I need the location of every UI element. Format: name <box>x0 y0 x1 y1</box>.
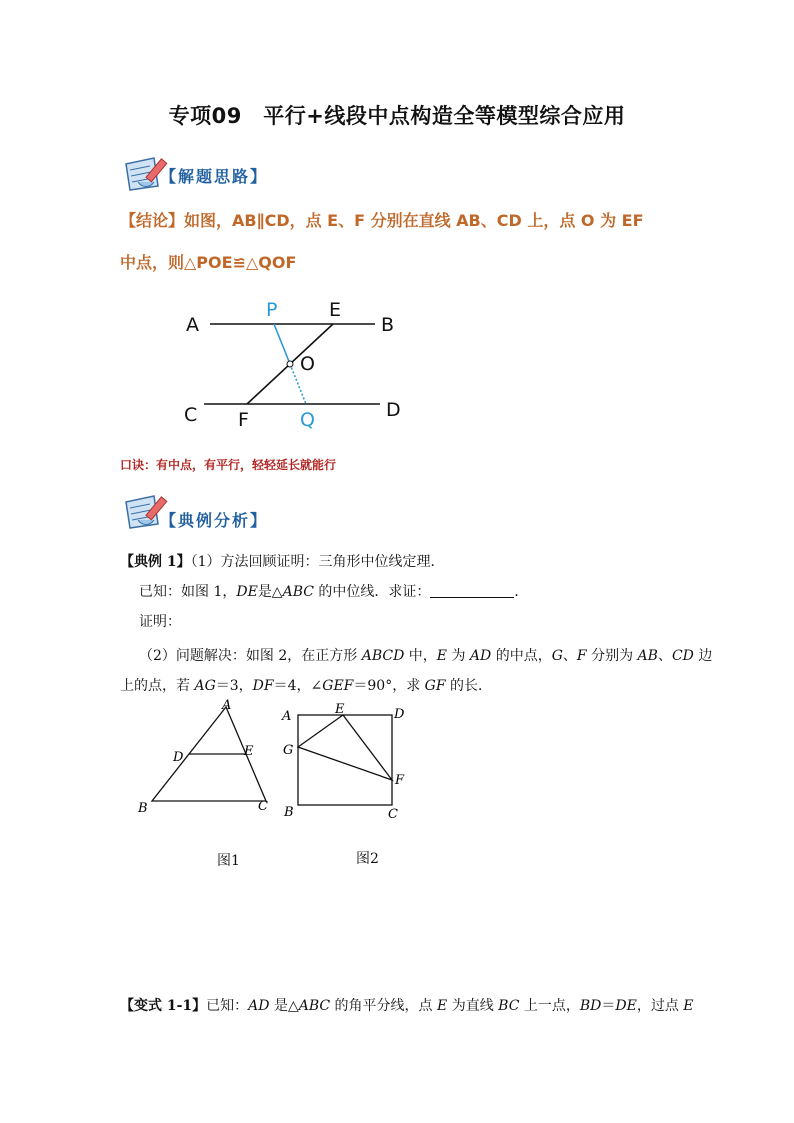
part2-text-4: 的中点， <box>491 648 552 664</box>
page-title: 专项09 平行+线段中点构造全等模型综合应用 <box>168 104 626 128</box>
part2-text-3: 为 <box>447 648 470 664</box>
conclusion <box>120 200 680 284</box>
fig2-label-d: D <box>394 707 405 722</box>
part2-text-6: 边 <box>693 648 713 664</box>
fig1-label-a: A <box>222 698 232 713</box>
fig2-label-b: B <box>284 805 294 820</box>
line4-text: 上的点，若 <box>120 678 195 694</box>
label-e: E <box>329 299 342 321</box>
given-text: 已知：如图 1， <box>139 584 237 600</box>
fig2-label-e: E <box>335 702 345 717</box>
part2-sep: 、 <box>562 648 577 664</box>
point-o <box>287 361 293 367</box>
section-thinking <box>120 152 280 194</box>
label-f: F <box>238 409 249 431</box>
fig2-label-a: A <box>282 709 292 724</box>
part2-abcd: ABCD <box>361 648 405 664</box>
given-text-3: 的中位线．求证： <box>313 584 431 600</box>
variant-ad: AD <box>248 998 270 1014</box>
part2-f: F <box>576 648 587 664</box>
triangle-gef <box>298 715 392 780</box>
section-thinking-label: 【解题思路】 <box>160 167 269 186</box>
variant-text-4: 为直线 <box>447 998 499 1014</box>
fig2-label-g: G <box>283 743 294 758</box>
figure-2-caption: 图2 <box>356 851 379 867</box>
variant-e: E <box>437 998 448 1014</box>
part2-e: E <box>436 648 448 664</box>
variant-text-3: 的角平分线，点 <box>330 998 438 1014</box>
part2-ad: AD <box>469 648 492 664</box>
label-a: A <box>186 314 199 336</box>
answer-blank[interactable] <box>430 583 514 598</box>
example1-given <box>139 582 528 602</box>
line4-gf: GF <box>424 678 446 694</box>
line4-text-2: ＝3， <box>215 678 253 694</box>
variant-text: 已知： <box>206 998 249 1014</box>
model-figure <box>180 296 410 432</box>
part2-cd: CD <box>671 648 694 664</box>
fig2-label-c: C <box>388 807 398 822</box>
figure-2-square <box>278 700 413 825</box>
section-examples-label: 【典例分析】 <box>160 511 269 530</box>
part2-text: （2）问题解决：如图 2，在正方形 <box>139 648 362 664</box>
variant-tag: 【变式 1-1】 <box>120 998 207 1014</box>
part2-g: G <box>551 648 563 664</box>
variant-1-1 <box>120 996 694 1016</box>
example1-line-4 <box>120 676 492 696</box>
line4-gef: GEF <box>322 678 354 694</box>
variant-abc: ABC <box>298 998 331 1014</box>
part2-text-5: 分别为 <box>586 648 638 664</box>
part2-sep-2: 、 <box>657 648 672 664</box>
part2-text-2: 中， <box>404 648 437 664</box>
variant-bd: BD <box>579 998 602 1014</box>
line4-text-4: ＝90°，求 <box>353 678 425 694</box>
given-text-2: 是△ <box>257 584 283 600</box>
given-abc: ABC <box>282 584 314 600</box>
fig1-label-c: C <box>258 799 268 814</box>
mnemonic: 口诀：有中点，有平行，轻轻延长就能行 <box>120 458 337 472</box>
example1-part2 <box>139 646 712 666</box>
variant-text-5: 上一点， <box>519 998 580 1014</box>
variant-text-2: 是△ <box>269 998 299 1014</box>
conclusion-line-2: 中点，则△POE≌△QOF <box>120 253 297 272</box>
variant-eq: ＝ <box>601 998 616 1014</box>
section-examples <box>120 490 300 532</box>
figure-1-triangle <box>130 695 280 825</box>
variant-de: DE <box>615 998 637 1014</box>
line4-text-5: 的长． <box>445 678 493 694</box>
figure-1-caption: 图1 <box>217 853 240 869</box>
fig1-label-e: E <box>244 744 254 759</box>
label-p: P <box>266 299 278 321</box>
label-q: Q <box>300 409 315 431</box>
example1-part1: （1）方法回顾证明：三角形中位线定理． <box>190 554 445 570</box>
example1-tag: 【典例 1】 <box>120 554 191 570</box>
square-abcd <box>298 715 392 805</box>
example1-line-1 <box>120 552 445 572</box>
given-de: DE <box>236 584 258 600</box>
line4-df: DF <box>252 678 274 694</box>
example1-proof: 证明： <box>139 614 181 630</box>
part2-ab: AB <box>637 648 658 664</box>
label-d: D <box>386 399 401 421</box>
variant-e2: E <box>683 998 694 1014</box>
fig1-label-b: B <box>138 801 148 816</box>
given-end: ． <box>514 584 529 600</box>
label-o: O <box>300 353 315 375</box>
fig2-label-f: F <box>395 773 405 788</box>
label-c: C <box>184 404 198 426</box>
variant-text-6: ，过点 <box>636 998 684 1014</box>
segment-po <box>274 324 290 364</box>
line4-ag: AG <box>194 678 216 694</box>
line4-text-3: ＝4，∠ <box>273 678 323 694</box>
variant-bc: BC <box>498 998 520 1014</box>
label-b: B <box>381 314 395 336</box>
fig1-label-d: D <box>173 750 184 765</box>
conclusion-line-1: 【结论】如图，AB∥CD，点 E、F 分别在直线 AB、CD 上，点 O 为 EF <box>120 211 644 230</box>
